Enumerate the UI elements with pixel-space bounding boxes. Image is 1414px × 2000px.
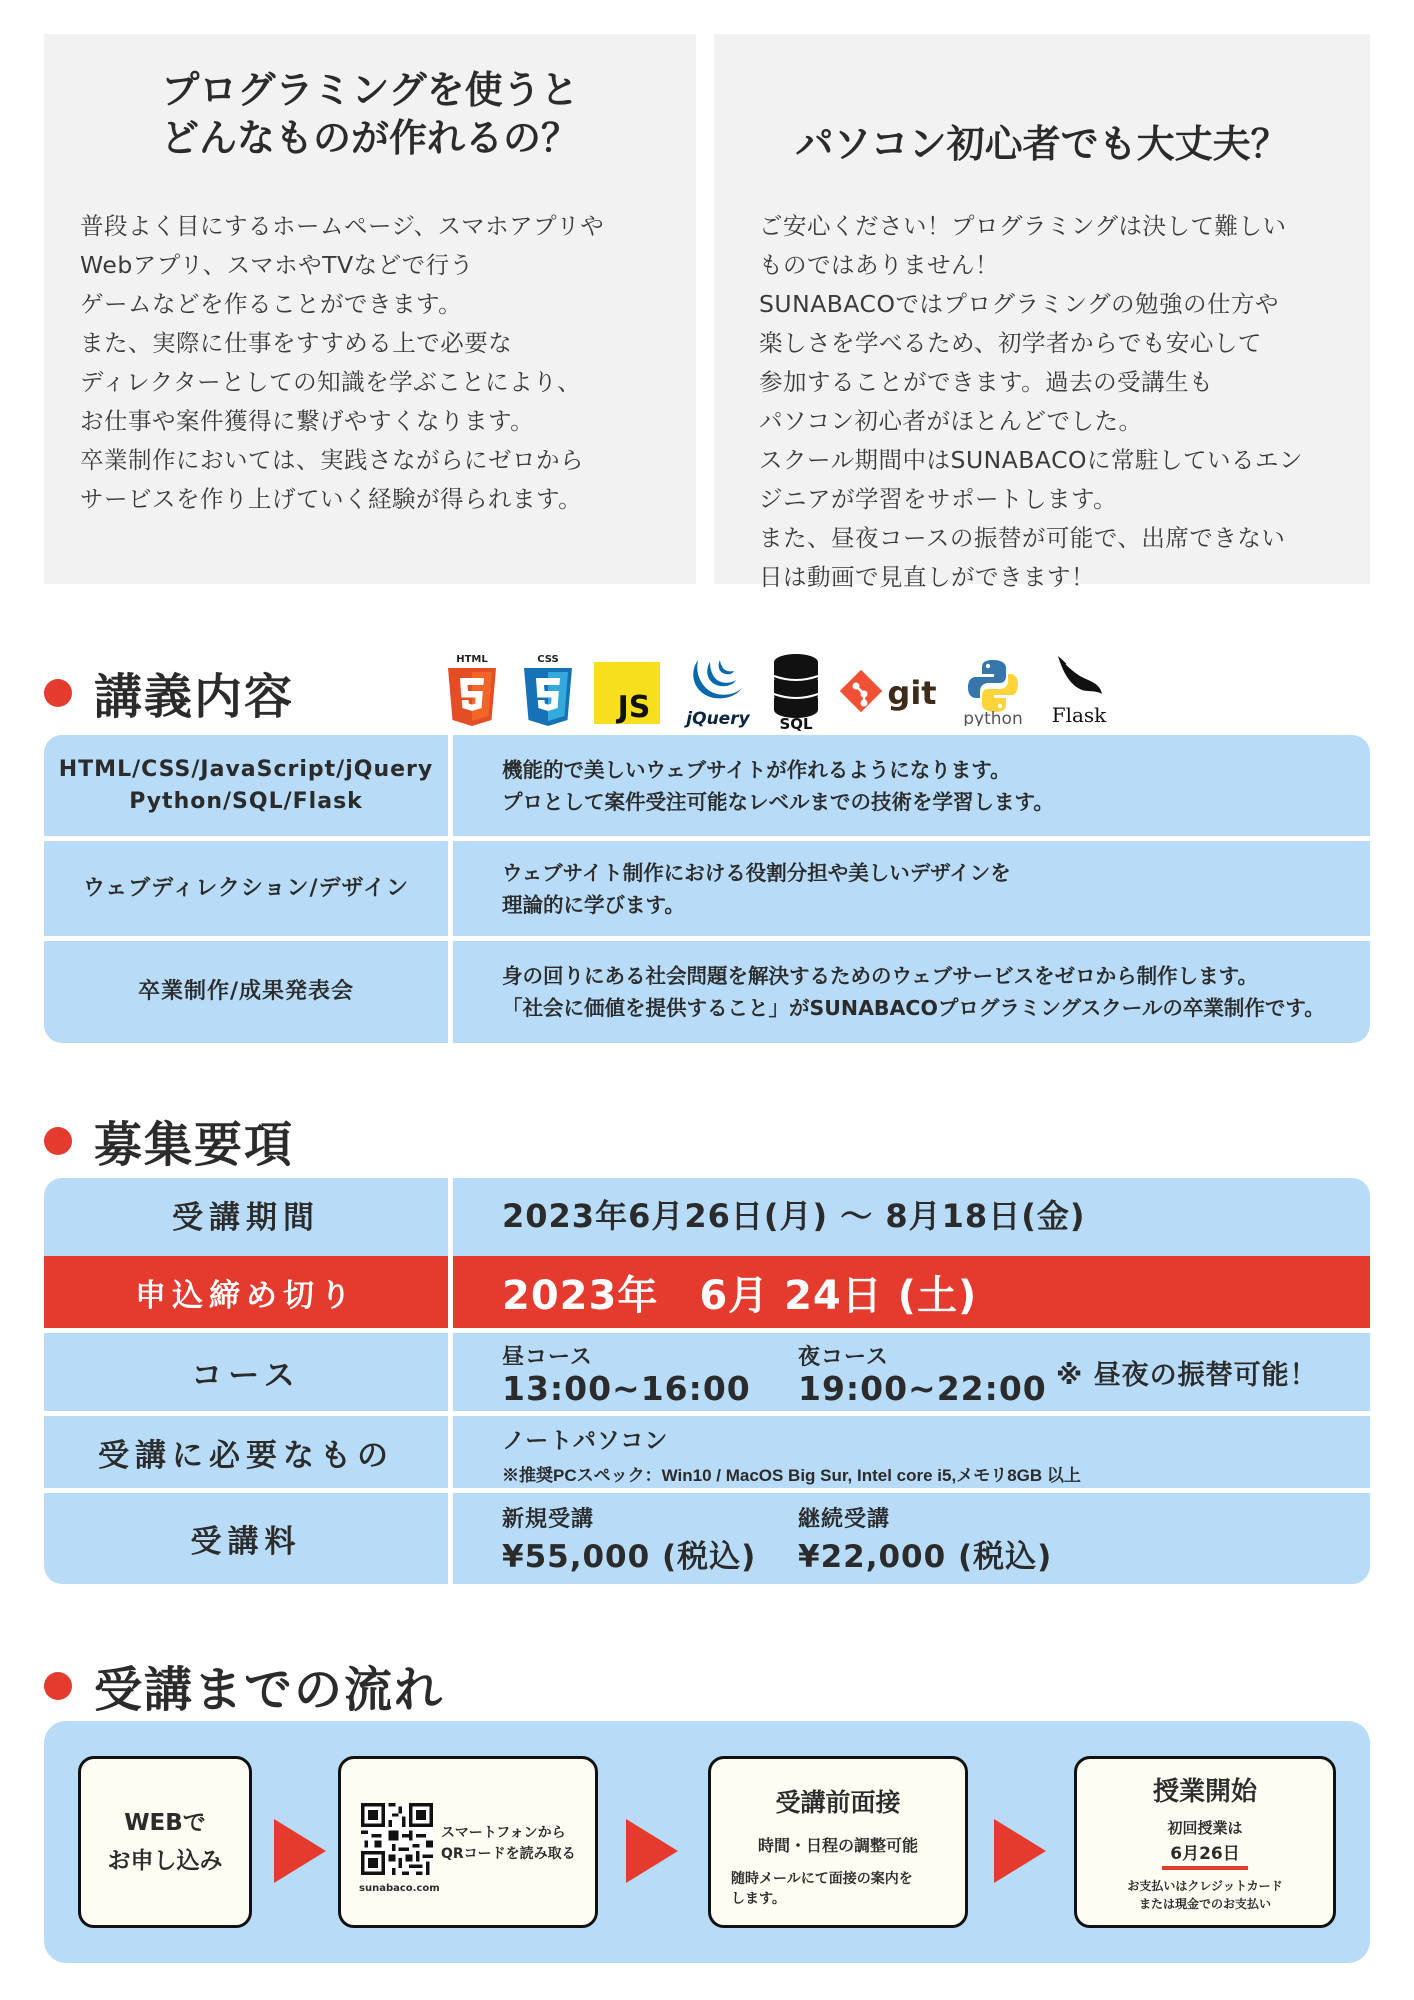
period-label: 受講期間: [172, 1199, 320, 1236]
flow-step-interview-note: [731, 1869, 913, 1909]
python-logo-icon: [958, 656, 1028, 730]
flow-step-apply: [78, 1756, 252, 1928]
lecture-row-1-label: HTML/CSS/JavaScript/jQuery Python/SQL/Flask: [58, 756, 434, 814]
intro-what-body: 普段よく目にするホームページ、スマホアプリや Webアプリ、スマホやTVなどで行う ゲームなどを作ることができます。 また、実際に仕事をすすめる上で必要な ディレクターとしての知識を学ぶことにより、 お仕事や案件獲得に繋げやすくなります。 卒業制作においては、実践さながらにゼロから サービスを作り上げていく経験が得られます。: [80, 212, 605, 513]
git-logo-text: git: [887, 674, 937, 712]
lecture-row-3-desc: 身の回りにある社会問題を解決するためのウェブサービスをゼロから制作します。 「社会に価値を提供すること」がSUNABACOプログラミングスクールの卒業制作です。: [502, 964, 1325, 1020]
flow-step-start-note: [1077, 1877, 1333, 1913]
lecture-heading-text: 講義内容: [94, 669, 295, 725]
course-label: コース: [191, 1357, 301, 1394]
flow-step-start-title: 授業開始: [1152, 1777, 1257, 1807]
flow-heading-text: 受講までの流れ: [94, 1662, 445, 1718]
flow-arrow-icon: [626, 1819, 678, 1883]
flask-logo-icon: [1044, 650, 1114, 730]
recruit-column-divider: [448, 1178, 453, 1584]
flow-step-interview-note-line2: します。: [731, 1891, 786, 1907]
day-course-cell: [502, 1340, 751, 1408]
intro-beginner-title: パソコン初心者でも大丈夫？: [795, 122, 1289, 166]
night-course-cell: [798, 1340, 1047, 1408]
javascript-logo-text: JS: [617, 690, 651, 724]
flow-arrow-icon: [994, 1819, 1046, 1883]
lecture-row-1-desc: 機能的で美しいウェブサイトが作れるようになります。 プロとして案件受注可能なレベルまでの技術を学習します。: [502, 757, 1054, 814]
python-logo-text: python: [963, 709, 1023, 726]
intro-beginner-box: [714, 34, 1370, 591]
needs-label: 受講に必要なもの: [98, 1437, 394, 1474]
bullet-dot-icon: [44, 1127, 72, 1155]
period-value: 2023年6月26日(月) 〜 8月18日(金): [502, 1197, 1086, 1235]
lecture-row-2-label: ウェブディレクション/デザイン: [83, 875, 409, 901]
fee-label: 受講料: [190, 1524, 302, 1560]
flow-step-qr: [338, 1756, 598, 1928]
deadline-cell: [502, 1256, 977, 1328]
lecture-column-divider: [448, 735, 453, 1043]
html5-logo-text: HTML: [456, 654, 488, 665]
sql-logo-text: SQL: [779, 715, 813, 732]
recruit-table: [44, 1178, 1370, 1584]
flask-logo-text: Flask: [1051, 703, 1107, 726]
night-course-label: 夜コース: [798, 1345, 889, 1370]
jquery-logo-text: jQuery: [686, 709, 750, 728]
flow-step-start-note-line1: お支払いはクレジットカード: [1127, 1879, 1283, 1893]
flow-arrow-icon: [274, 1819, 326, 1883]
flow-step-interview-note-line1: 随時メールにて面接の案内を: [731, 1871, 913, 1887]
deadline-label: 申込締め切り: [135, 1277, 357, 1314]
sql-logo-icon: [770, 652, 822, 736]
flow-step-qr-text-line1: スマートフォンから: [441, 1825, 566, 1841]
intro-what-title-line2: どんなものが作れるの？: [160, 116, 579, 160]
fee-cont-label: 継続受講: [798, 1507, 891, 1532]
bullet-dot-icon: [44, 1672, 72, 1700]
flow-step-apply-line1: WEBで: [124, 1810, 206, 1836]
jquery-logo-icon: [680, 654, 756, 732]
recruit-heading: [44, 1106, 294, 1175]
html5-logo-icon: [444, 650, 500, 734]
intro-beginner-body: ご安心ください！プログラミングは決して難しい ものではありません！ SUNABACOではプログラミングの勉強の仕方や 楽しさを学べるため、初学者からでも安心して 参加することができます。過去の受講生も パソコン初心者がほとんどでした。 スクール期間中はSUNABACOに常駐しているエン ジニアが学習をサポートします。 また、昼夜コースの振替が可能で、出席できない 日は動画で見直しができます！: [759, 212, 1303, 591]
intro-what-title-line1: プログラミングを使うと: [161, 68, 579, 112]
git-logo-icon: [840, 670, 946, 724]
qr-code-icon: [361, 1803, 433, 1879]
needs-cell: [502, 1422, 1081, 1486]
flow-step-interview-sub: 時間・日程の調整可能: [757, 1836, 918, 1855]
intro-what-title: [44, 66, 696, 162]
flow-step-start: [1074, 1756, 1336, 1928]
fee-new-label: 新規受講: [502, 1507, 595, 1532]
css3-logo-text: CSS: [537, 654, 559, 665]
needs-spec: ※推奨PCスペック：Win10 / MacOS Big Sur, Intel core i5,メモリ8GB 以上: [502, 1466, 1081, 1485]
lecture-heading: [44, 658, 294, 727]
intro-what-box: [44, 34, 696, 584]
period-cell: [502, 1178, 1085, 1250]
fee-cont-cell: [798, 1502, 1052, 1576]
bullet-dot-icon: [44, 679, 72, 707]
flow-step-start-sub: 初回授業は: [1167, 1819, 1243, 1837]
css3-logo-icon: [520, 650, 576, 734]
flow-step-interview: [708, 1756, 968, 1928]
flow-step-start-date-wrap: [1077, 1839, 1333, 1870]
lecture-row-3-label: 卒業制作/成果発表会: [137, 979, 355, 1004]
day-course-time: 13:00~16:00: [502, 1369, 751, 1408]
flow-step-start-note-line2: または現金でのお支払い: [1138, 1897, 1271, 1911]
flow-step-qr-text-line2: QRコードを読み取る: [441, 1846, 576, 1862]
flow-step-interview-title: 受講前面接: [775, 1788, 901, 1817]
night-course-time: 19:00~22:00: [798, 1369, 1047, 1408]
deadline-value: 2023年 6月 24日 (土): [502, 1272, 978, 1319]
fee-new-value: ¥55,000 (税込): [502, 1539, 757, 1575]
day-course-label: 昼コース: [502, 1345, 593, 1370]
lecture-table: [44, 735, 1370, 1043]
needs-value: ノートパソコン: [502, 1428, 669, 1454]
recruit-heading-text: 募集要項: [94, 1117, 295, 1173]
flow-step-start-date: 6月26日: [1162, 1839, 1248, 1870]
flow-step-qr-text: [441, 1823, 576, 1865]
flow-heading: [44, 1651, 444, 1720]
javascript-logo-icon: [594, 662, 660, 728]
fee-new-cell: [502, 1502, 756, 1576]
course-note: ※ 昼夜の振替可能！: [1056, 1359, 1318, 1391]
flow-step-qr-url: sunabaco.com: [359, 1883, 440, 1894]
lecture-row-2-desc: ウェブサイト制作における役割分担や美しいデザインを 理論的に学びます。: [502, 860, 1011, 917]
flow-step-apply-line2: お申し込み: [107, 1848, 223, 1874]
course-note-cell: [1056, 1333, 1318, 1411]
fee-cont-value: ¥22,000 (税込): [798, 1539, 1053, 1575]
flow-panel: [44, 1721, 1370, 1963]
